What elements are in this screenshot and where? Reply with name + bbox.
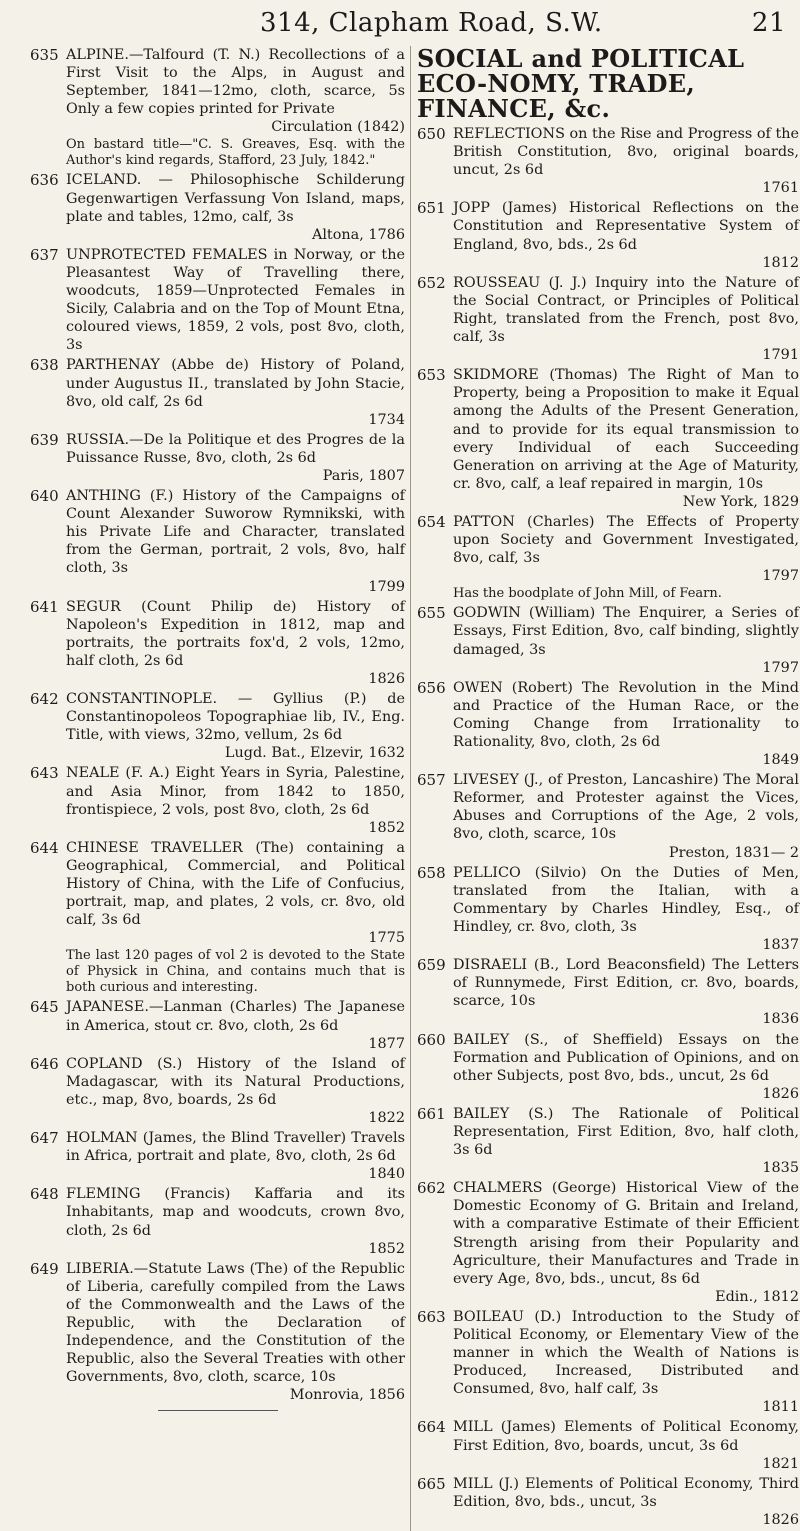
catalogue-entry: [417, 1105, 799, 1177]
entry-imprint: 1734: [368, 411, 405, 428]
entry-description: GODWIN (William) The Enquirer, a Series of Essays, First Edition, 8vo, calf binding, slightly damaged, 3s: [453, 605, 799, 658]
catalogue-entry: [30, 46, 405, 169]
catalogue-entry: [30, 764, 405, 836]
lot-number: 641: [30, 597, 59, 616]
lot-number: 640: [30, 487, 59, 506]
entry-imprint: Altona, 1786: [311, 226, 405, 243]
entry-imprint: 1877: [368, 1035, 405, 1052]
entry-imprint: 1849: [762, 752, 799, 769]
entry-description: NEALE (F. A.) Eight Years in Syria, Palestine, and Asia Minor, from 1842 to 1850, frontispiece, 2 vols, post 8vo, cloth, 2s 6d: [66, 765, 405, 818]
lot-number: 651: [417, 199, 446, 218]
lot-number: 636: [30, 171, 59, 190]
entry-description: DISRAELI (B., Lord Beaconsfield) The Letters of Runnymede, First Edition, cr. 8vo, boards, scarce, 10s: [453, 957, 799, 1010]
end-rule: [158, 1410, 278, 1411]
lot-number: 652: [417, 273, 446, 292]
entry-imprint: 1791: [762, 347, 799, 364]
entry-imprint: Monrovia, 1856: [289, 1387, 405, 1404]
entry-description: JAPANESE.—Lanman (Charles) The Japanese in America, stout cr. 8vo, cloth, 2s 6d: [66, 999, 405, 1034]
entry-imprint: 1812: [762, 254, 799, 271]
catalogue-entry: [30, 1055, 405, 1127]
page-header: [260, 8, 800, 42]
catalogue-entry: [417, 956, 799, 1028]
entry-description: CHINESE TRAVELLER (The) containing a Geographical, Commercial, and Political History of China, with the Life of Confucius, portrait, map, and plates, 2 vols, cr. 8vo, old calf, 3s 6d: [66, 839, 405, 929]
catalogue-entry: [417, 1031, 799, 1103]
section-title: SOCIAL and POLITICAL ECO-NOMY, TRADE, FINANCE, &c.: [417, 44, 745, 123]
entry-imprint: 1852: [368, 819, 405, 836]
lot-number: 649: [30, 1259, 59, 1278]
entry-description: PELLICO (Silvio) On the Duties of Men, translated from the Italian, with a Commentary by Charles Hindley, Esq., of Hindley, cr. 8vo, cloth, 3s: [453, 864, 799, 935]
lot-number: 643: [30, 764, 59, 783]
catalogue-entry: [417, 1418, 799, 1472]
entry-description: HOLMAN (James, the Blind Traveller) Travels in Africa, portrait and plate, 8vo, cloth, 2s 6d: [66, 1130, 405, 1165]
entry-imprint: 1835: [762, 1160, 799, 1177]
catalogue-entry: [417, 513, 799, 602]
entry-imprint: 1836: [762, 1011, 799, 1028]
lot-number: 635: [30, 46, 59, 64]
entry-imprint: 1822: [368, 1109, 405, 1126]
left-column: [30, 46, 405, 1411]
catalogue-entry: [30, 431, 405, 485]
lot-number: 659: [417, 956, 446, 975]
catalogue-entry: [30, 839, 405, 997]
entry-description: BOILEAU (D.) Introduction to the Study of Political Economy, or Elementary View of the manner in which the Wealth of Nations is Produced, Increased, Distributed and Consumed, 8vo, half calf, 3s: [453, 1308, 799, 1398]
page-number: 21: [751, 8, 786, 38]
entry-imprint: 1826: [762, 1085, 799, 1102]
catalogue-entry: [30, 690, 405, 762]
lot-number: 657: [417, 771, 446, 790]
entry-description: CONSTANTINOPLE. — Gyllius (P.) de Constantinopoleos Topographiae lib, IV., Eng. Title, with views, 32mo, vellum, 2s 6d: [66, 691, 405, 744]
entry-description: RUSSIA.—De la Politique et des Progres de la Puissance Russe, 8vo, cloth, 2s 6d: [66, 431, 405, 466]
catalogue-entry: [30, 487, 405, 596]
entry-description: BAILEY (S., of Sheffield) Essays on the Formation and Publication of Opinions, and on other Subjects, post 8vo, bds., uncut, 2s 6d: [453, 1031, 799, 1084]
entry-description: ANTHING (F.) History of the Campaigns of Count Alexander Suworow Rymnikski, with his Private Life and Character, translated from the German, portrait, 2 vols, 8vo, half cloth, 3s: [66, 488, 405, 577]
catalogue-entry: [30, 598, 405, 688]
catalogue-entry: [417, 604, 799, 676]
entry-imprint: 1826: [762, 1511, 799, 1528]
entry-description: BAILEY (S.) The Rationale of Political Representation, First Edition, 8vo, half cloth, 3s 6d: [453, 1105, 799, 1159]
catalogue-entry: [417, 274, 799, 364]
entry-description: LIVESEY (J., of Preston, Lancashire) The Moral Reformer, and Protester against the Vices, Abuses and Corruptions of the Age, 2 vols, 8vo, cloth, scarce, 10s: [453, 772, 799, 843]
lot-number: 639: [30, 430, 59, 449]
catalogue-entry: [417, 1179, 799, 1306]
entry-imprint: 1840: [368, 1166, 405, 1183]
entry-imprint: 1821: [762, 1455, 799, 1472]
lot-number: 637: [30, 245, 59, 264]
entry-description: COPLAND (S.) History of the Island of Madagascar, with its Natural Productions, etc., map, 8vo, boards, 2s 6d: [66, 1055, 405, 1108]
entry-description: PATTON (Charles) The Effects of Property upon Society and Government Investigated, 8vo, calf, 3s: [453, 513, 799, 567]
lot-number: 655: [417, 604, 446, 623]
lot-number: 661: [417, 1104, 446, 1123]
entry-description: SEGUR (Count Philip de) History of Napoleon's Expedition in 1812, map and portraits, the portraits fox'd, 2 vols, 12mo, half cloth, 2s 6d: [66, 598, 405, 669]
entry-description: REFLECTIONS on the Rise and Progress of the British Constitution, 8vo, original boards, uncut, 2s 6d: [453, 126, 800, 179]
entry-imprint: New York, 1829: [682, 493, 799, 510]
entry-imprint: 1797: [762, 659, 799, 676]
catalogue-entry: [30, 998, 405, 1052]
entry-description: MILL (James) Elements of Political Economy, First Edition, 8vo, boards, uncut, 3s 6d: [453, 1419, 799, 1454]
catalogue-entry: [30, 1185, 405, 1257]
entry-note: On bastard title—"C. S. Greaves, Esq. with the Author's kind regards, Stafford, 23 July, 1842.": [66, 137, 405, 169]
right-column: [410, 46, 799, 1531]
entry-description: ICELAND. — Philosophische Schilderung Gegenwartigen Verfassung Von Island, maps, plate and tables, 12mo, calf, 3s: [66, 172, 405, 225]
entry-imprint: 1852: [368, 1240, 405, 1257]
catalogue-entry: [417, 199, 799, 271]
lot-number: 650: [417, 125, 446, 143]
entry-note: Has the boodplate of John Mill, of Fearn.: [453, 586, 722, 602]
entry-description: UNPROTECTED FEMALES in Norway, or the Pleasantest Way of Travelling there, woodcuts, 1859—Unprotected Females in Sicily, Calabria and on the Top of Mount Etna, coloured views, 1859, 2 vols, post 8vo, cloth, 3s: [66, 246, 405, 354]
entry-description: ALPINE.—Talfourd (T. N.) Recollections of a First Visit to the Alps, in August and September, 1841—12mo, cloth, scarce, 5s Only a few copies printed for Private: [66, 47, 405, 118]
entry-description: FLEMING (Francis) Kaffaria and its Inhabitants, map and woodcuts, crown 8vo, cloth, 2s 6d: [66, 1186, 405, 1239]
entry-note: The last 120 pages of vol 2 is devoted to the State of Physick in China, and contains much that is both curious and interesting.: [66, 948, 405, 996]
catalogue-entry: [30, 171, 405, 243]
header-address: 314, Clapham Road, S.W.: [260, 8, 603, 38]
lot-number: 664: [417, 1418, 446, 1437]
entry-description: ROUSSEAU (J. J.) Inquiry into the Nature of the Social Contract, or Principles of Political Right, translated from the French, post 8vo, calf, 3s: [453, 274, 799, 346]
entry-imprint: 1761: [762, 180, 799, 197]
lot-number: 642: [30, 690, 59, 709]
lot-number: 645: [30, 998, 59, 1017]
catalogue-entry: [30, 246, 405, 355]
entry-description: PARTHENAY (Abbe de) History of Poland, under Augustus II., translated by John Stacie, 8vo, old calf, 2s 6d: [66, 357, 405, 410]
entry-imprint: Paris, 1807: [322, 467, 405, 484]
lot-number: 653: [417, 366, 446, 385]
lot-number: 654: [417, 512, 446, 531]
entry-imprint: 1799: [368, 578, 405, 595]
lot-number: 658: [417, 863, 446, 882]
catalogue-entry: [417, 771, 799, 861]
entry-imprint: 1811: [762, 1399, 799, 1416]
entry-imprint: Circulation (1842): [271, 119, 405, 136]
entry-description: CHALMERS (George) Historical View of the Domestic Economy of G. Britain and Ireland, with a comparative Estimate of their Efficient Strength arising from their Popularity and Agriculture, their Manufactures and Trade in every Age, 8vo, bds., uncut, 8s 6d: [453, 1180, 799, 1287]
entry-description: SKIDMORE (Thomas) The Right of Man to Property, being a Proposition to make it Equal among the Adults of the Present Generation, and to provide for its equal transmission to every Individual of each Succeeding Generation on arriving at the Age of Maturity, cr. 8vo, calf, a leaf repaired in margin, 10s: [453, 367, 799, 492]
lot-number: 656: [417, 678, 446, 697]
entry-imprint: Preston, 1831— 2: [668, 844, 799, 861]
entry-description: MILL (J.) Elements of Political Economy, Third Edition, 8vo, bds., uncut, 3s: [453, 1475, 799, 1510]
entry-imprint: 1797: [762, 568, 799, 585]
lot-number: 662: [417, 1179, 446, 1198]
catalogue-entry: [417, 1475, 799, 1529]
lot-number: 644: [30, 838, 59, 857]
lot-number: 638: [30, 356, 59, 375]
catalogue-entry: [417, 864, 799, 954]
lot-number: 663: [417, 1307, 446, 1326]
entry-description: OWEN (Robert) The Revolution in the Mind and Practice of the Human Race, or the Coming Change from Irrationality to Rationality, 8vo, cloth, 2s 6d: [453, 679, 799, 750]
entry-description: LIBERIA.—Statute Laws (The) of the Republic of Liberia, carefully compiled from the Laws of the Commonwealth and the Laws of the Republic, with the Declaration of Independence, and the Constitution of the Republic, also the Several Treaties with other Governments, 8vo, cloth, scarce, 10s: [66, 1260, 405, 1386]
entry-imprint: Edin., 1812: [715, 1288, 799, 1305]
catalogue-entry: [417, 679, 799, 769]
catalogue-entry: [30, 1260, 405, 1405]
entry-imprint: 1775: [368, 930, 405, 947]
lot-number: 648: [30, 1185, 59, 1204]
catalogue-entry: [30, 356, 405, 428]
lot-number: 660: [417, 1030, 446, 1049]
entry-imprint: 1826: [368, 671, 405, 687]
catalogue-entry: [30, 1129, 405, 1183]
catalogue-entry: [417, 1308, 799, 1417]
entry-imprint: 1837: [762, 937, 799, 954]
lot-number: 647: [30, 1129, 59, 1148]
lot-number: 646: [30, 1054, 59, 1073]
entry-imprint: Lugd. Bat., Elzevir, 1632: [224, 745, 405, 762]
catalogue-entry: [417, 125, 799, 197]
entry-description: JOPP (James) Historical Reflections on the Constitution and Representative System of England, 8vo, bds., 2s 6d: [453, 200, 799, 253]
catalogue-entry: [417, 366, 799, 511]
lot-number: 665: [417, 1474, 446, 1493]
